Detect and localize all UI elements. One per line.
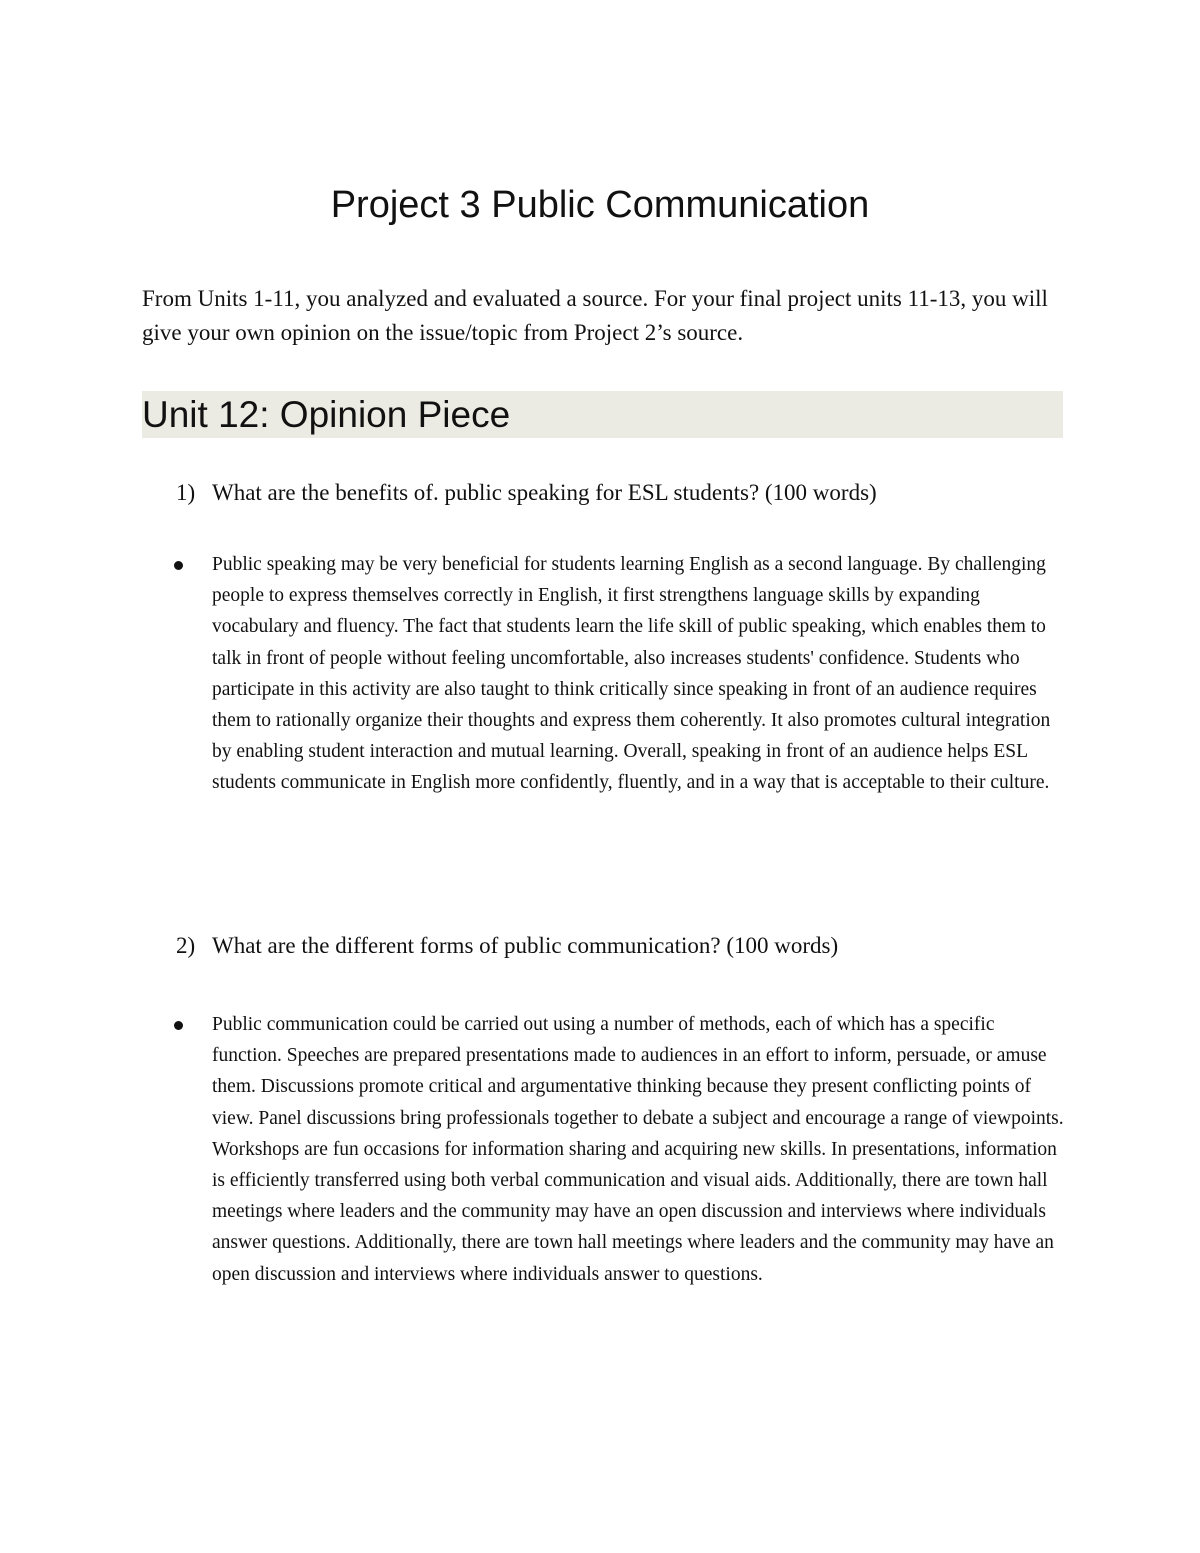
question-number: 1) [176, 480, 196, 505]
bullet-icon [174, 561, 183, 570]
question-number: 2) [176, 933, 196, 958]
question-text: What are the different forms of public communication? (100 words) [212, 933, 839, 958]
answer-2: Public communication could be carried out using a number of methods, each of which has a specific function. Speeches are prepared presentations made to audiences in an effort to inform, persuade, or amuse them. Discussions promote critical and argumentative thinking because they present conflicting points of view. Panel discussions bring professionals together to debate a subject and encourage a range of viewpoints. Workshops are fun occasions for information sharing and acquiring new skills. In presentations, information is efficiently transferred using both verbal communication and visual aids. Additionally, there are town hall meetings where leaders and the community may have an open discussion and interviews where individuals answer questions. Additionally, there are town hall meetings where leaders and the community may have an open discussion and interviews where individuals answer to questions. [212, 1014, 1064, 1285]
question-text: What are the benefits of. public speaking for ESL students? (100 words) [212, 480, 877, 505]
intro-paragraph: From Units 1-11, you analyzed and evaluated a source. For your final project units 11-13, you will give your own opinion on the issue/topic from Project 2’s source. [142, 286, 1048, 345]
answer-1: Public speaking may be very beneficial for students learning English as a second language. By challenging people to express themselves correctly in English, it first strengthens language skills by expanding vocabulary and fluency. The fact that students learn the life skill of public speaking, which enables them to talk in front of people without feeling uncomfortable, also increases students' confidence. Students who participate in this activity are also taught to think critically since speaking in front of an audience requires them to rationally organize their thoughts and express them coherently. It also promotes cultural integration by enabling student interaction and mutual learning. Overall, speaking in front of an audience helps ESL students communicate in English more confidently, fluently, and in a way that is acceptable to their culture. [212, 554, 1051, 794]
section-heading: Unit 12: Opinion Piece [142, 394, 511, 435]
bullet-icon [174, 1021, 183, 1030]
question-1 [176, 477, 1056, 509]
page-title: Project 3 Public Communication [330, 184, 870, 226]
question-2 [176, 930, 1056, 962]
